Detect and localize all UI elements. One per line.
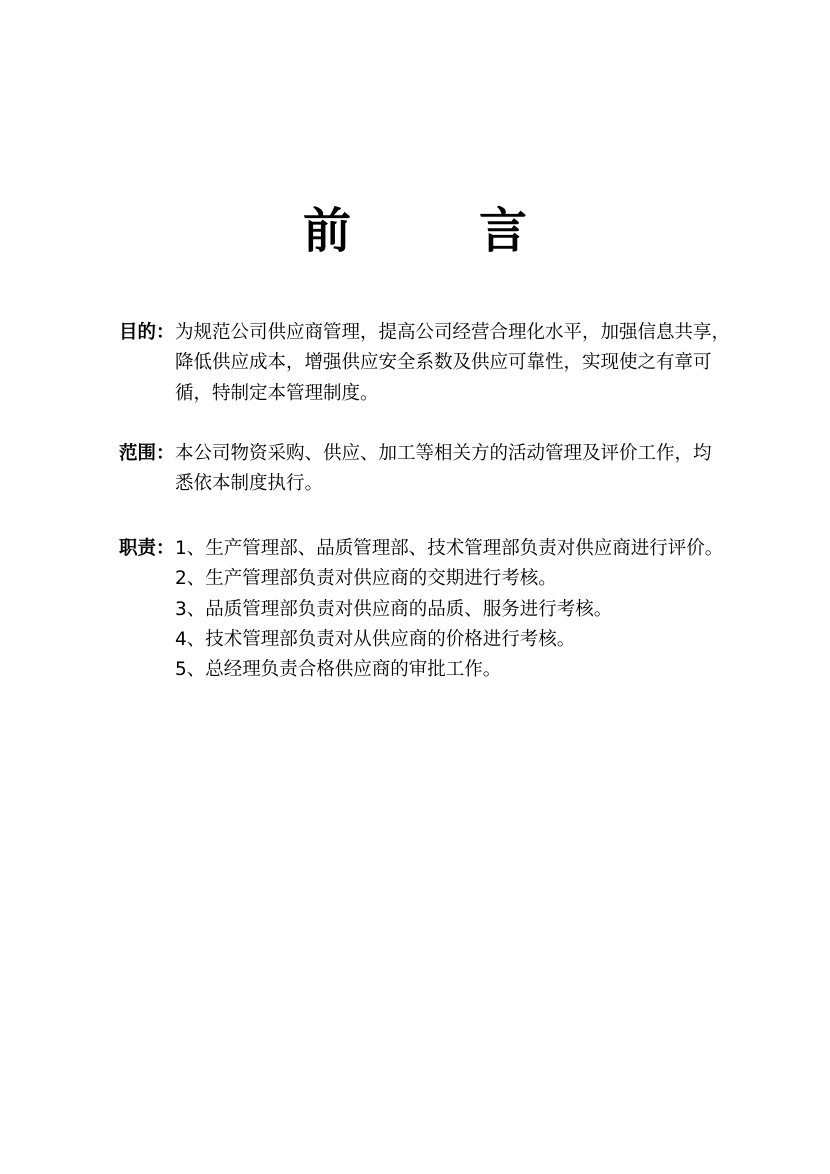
section-scope: [119, 439, 799, 500]
list-item: 5、总经理负责合格供应商的审批工作。: [175, 659, 502, 681]
section-purpose: [119, 318, 799, 409]
section-label: 职责：: [119, 538, 175, 559]
text-line: 悉依本制度执行。: [175, 473, 324, 495]
list-item: 1、生产管理部、品质管理部、技术管理部负责对供应商进行评价。: [175, 538, 724, 559]
list-item: 3、品质管理部负责对供应商的品质、服务进行考核。: [175, 598, 613, 620]
section-responsibilities: [119, 534, 799, 685]
list-item: 4、技术管理部负责对从供应商的价格进行考核。: [175, 628, 576, 650]
text-line: 循，特制定本管理制度。: [175, 382, 379, 404]
text-line: 为规范公司供应商管理，提高公司经营合理化水平，加强信息共享，: [175, 322, 731, 343]
section-label: 目的：: [119, 322, 175, 343]
section-label: 范围：: [119, 443, 175, 464]
text-line: 降低供应成本，增强供应安全系数及供应可靠性，实现使之有章可: [175, 352, 712, 374]
page-title: 前 言: [302, 203, 567, 259]
text-line: 本公司物资采购、供应、加工等相关方的活动管理及评价工作，均: [175, 443, 712, 464]
list-item: 2、生产管理部负责对供应商的交期进行考核。: [175, 568, 557, 590]
